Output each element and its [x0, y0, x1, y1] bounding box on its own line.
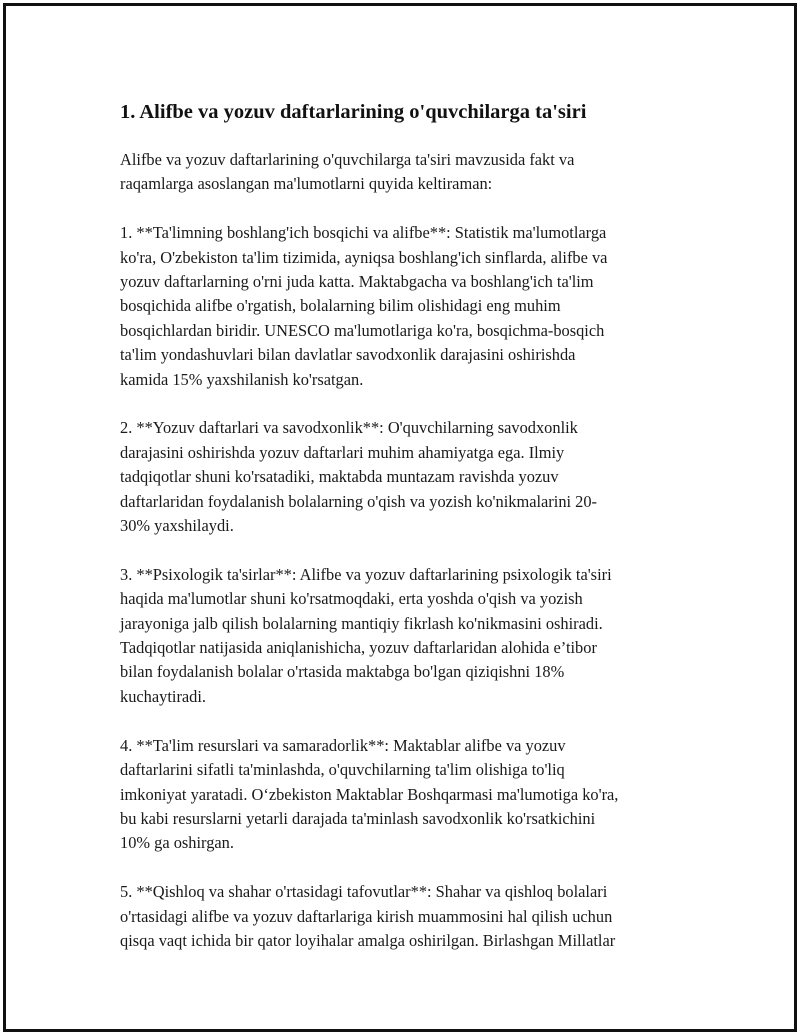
- text-line: raqamlarga asoslangan ma'lumotlarni quyida keltiraman:: [120, 174, 493, 194]
- text-line: bosqichlardan biridir. UNESCO ma'lumotlariga ko'ra, bosqichma-bosqich: [120, 320, 605, 340]
- paragraph-item-3: [120, 563, 690, 709]
- document-body: [120, 98, 690, 978]
- paragraph-item-5: [120, 880, 690, 953]
- document-title: 1. Alifbe va yozuv daftarlarining o'quvchilarga ta'siri: [120, 101, 587, 123]
- text-line: daftarlaridan foydalanish bolalarning o'qish va yozish ko'nikmalarini 20-: [120, 491, 598, 511]
- text-line: 10% ga oshirgan.: [120, 833, 234, 853]
- text-line: kamida 15% yaxshilanish ko'rsatgan.: [120, 369, 364, 389]
- paragraph-item-2: [120, 416, 690, 538]
- text-line: yozuv daftarlarning o'rni juda katta. Maktabgacha va boshlang'ich ta'lim: [120, 272, 594, 292]
- text-line: haqida ma'lumotlar shuni ko'rsatmoqdaki, erta yoshda o'qish va yozish: [120, 589, 583, 609]
- text-line: darajasini oshirishda yozuv daftarlari muhim ahamiyatga ega. Ilmiy: [120, 442, 565, 462]
- text-line: bu kabi resurslarni yetarli darajada ta'minlash savodxonlik ko'rsatkichini: [120, 808, 596, 828]
- text-line: 3. **Psixologik ta'sirlar**: Alifbe va yozuv daftarlarining psixologik ta'siri: [120, 564, 612, 584]
- text-line: qisqa vaqt ichida bir qator loyihalar amalga oshirilgan. Birlashgan Millatlar: [120, 930, 616, 950]
- text-line: bilan foydalanish bolalar o'rtasida maktabga bo'lgan qiziqishni 18%: [120, 662, 565, 682]
- text-line: Tadqiqotlar natijasida aniqlanishicha, yozuv daftarlaridan alohida e’tibor: [120, 638, 597, 658]
- text-line: 1. **Ta'limning boshlang'ich bosqichi va alifbe**: Statistik ma'lumotlarga: [120, 223, 607, 243]
- text-line: ta'lim yondashuvlari bilan davlatlar savodxonlik darajasini oshirishda: [120, 345, 576, 365]
- text-line: daftarlarini sifatli ta'minlashda, o'quvchilarning ta'lim olishiga to'liq: [120, 760, 565, 780]
- text-line: 5. **Qishloq va shahar o'rtasidagi tafovutlar**: Shahar va qishloq bolalari: [120, 882, 608, 902]
- intro-paragraph: [120, 148, 690, 197]
- text-line: kuchaytiradi.: [120, 686, 207, 706]
- paragraph-item-1: [120, 221, 690, 392]
- text-line: bosqichida alifbe o'rgatish, bolalarning bilim olishidagi eng muhim: [120, 296, 561, 316]
- text-line: tadqiqotlar shuni ko'rsatadiki, maktabda muntazam ravishda yozuv: [120, 467, 559, 487]
- text-line: 2. **Yozuv daftarlari va savodxonlik**: O'quvchilarning savodxonlik: [120, 418, 578, 438]
- text-line: o'rtasidagi alifbe va yozuv daftarlariga kirish muammosini hal qilish uchun: [120, 906, 613, 926]
- text-line: 4. **Ta'lim resurslari va samaradorlik**: Maktablar alifbe va yozuv: [120, 735, 566, 755]
- text-line: ko'ra, O'zbekiston ta'lim tizimida, ayniqsa boshlang'ich sinflarda, alifbe va: [120, 247, 608, 267]
- text-line: Alifbe va yozuv daftarlarining o'quvchilarga ta'siri mavzusida fakt va: [120, 150, 575, 169]
- page-frame: [3, 3, 797, 1032]
- text-line: 30% yaxshilaydi.: [120, 516, 234, 536]
- paragraph-item-4: [120, 734, 690, 856]
- text-line: jarayoniga jalb qilish bolalarning mantiqiy fikrlash ko'nikmasini oshiradi.: [120, 613, 603, 633]
- text-line: imkoniyat yaratadi. O‘zbekiston Maktablar Boshqarmasi ma'lumotiga ko'ra,: [120, 784, 619, 804]
